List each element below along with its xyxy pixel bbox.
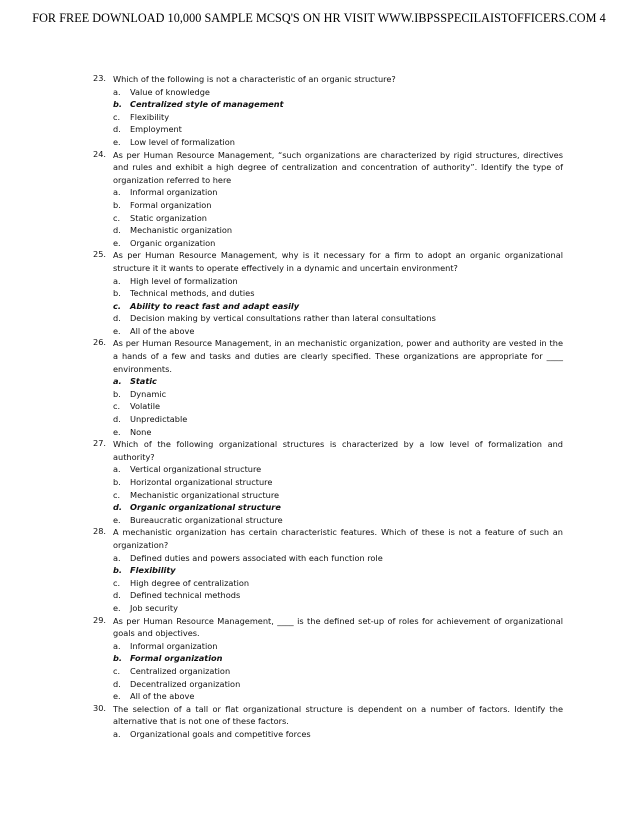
option-text: Horizontal organizational structure [130, 477, 273, 487]
option-letter: d. [113, 225, 121, 236]
option-letter: e. [113, 136, 121, 147]
option-letter: c. [113, 665, 121, 676]
question-text: As per Human Resource Management, why is it necessary for a firm to adopt an organic organizational structure it it wants to operate effectively in a dynamic and uncertain environment? [113, 250, 563, 273]
question-text: As per Human Resource Management, “such organizations are characterized by rigid structures, directives and rules and exhibit a high degree of centralization and concentration of authority”. Identify the type of organization referred to here [113, 149, 563, 185]
option-text: Dynamic [130, 388, 167, 399]
option-text: Centralized style of management [130, 99, 284, 110]
question-number: 28. [93, 526, 107, 537]
option-list [113, 728, 563, 741]
option-text: High level of formalization [130, 275, 238, 286]
option-letter: e. [113, 602, 121, 613]
option-text: All of the above [130, 325, 195, 336]
question-item [93, 703, 563, 741]
option-letter: e. [113, 325, 121, 336]
option-list [113, 275, 563, 338]
option-letter: d. [113, 414, 121, 425]
option-letter: b. [113, 99, 122, 110]
option-letter: e. [113, 426, 121, 437]
option-list [113, 86, 563, 149]
option-text: Static organization [130, 212, 207, 223]
question-item [93, 149, 563, 250]
option-text: All of the above [130, 691, 195, 702]
option-text: Flexibility [130, 111, 170, 122]
option-text: Employment [130, 124, 182, 135]
option-letter: d. [113, 502, 122, 513]
option-item [113, 426, 563, 439]
option-text: Formal organization [130, 653, 223, 664]
option-item [113, 413, 563, 426]
question-number: 26. [93, 337, 107, 348]
option-text: Volatile [130, 401, 161, 412]
answer-option [113, 564, 563, 577]
option-text: Vertical organizational structure [130, 464, 262, 475]
option-text: Mechanistic organization [130, 225, 233, 236]
option-item [113, 325, 563, 338]
option-item [113, 199, 563, 212]
question-list [93, 73, 563, 740]
option-item [113, 123, 563, 136]
answer-option [113, 652, 563, 665]
option-text: Ability to react fast and adapt easily [130, 300, 300, 311]
question-number: 27. [93, 438, 107, 449]
option-letter: a. [113, 275, 121, 286]
question-item [93, 337, 563, 438]
option-list [113, 463, 563, 526]
answer-option [113, 501, 563, 514]
option-item [113, 111, 563, 124]
option-text: Value of knowledge [130, 86, 210, 97]
option-letter: b. [113, 653, 122, 664]
option-letter: e. [113, 691, 121, 702]
option-letter: c. [113, 212, 121, 223]
option-item [113, 602, 563, 615]
option-item [113, 589, 563, 602]
option-letter: a. [113, 464, 121, 475]
question-text: The selection of a tall or flat organizational structure is dependent on a number of factors. Identify the alternative that is not one of these factors. [113, 703, 563, 727]
option-item [113, 275, 563, 288]
option-item [113, 577, 563, 590]
option-item [113, 665, 563, 678]
option-item [113, 388, 563, 401]
option-letter: a. [113, 86, 121, 97]
option-text: Low level of formalization [130, 136, 235, 147]
answer-option [113, 98, 563, 111]
page-header: FOR FREE DOWNLOAD 10,000 SAMPLE MCSQ'S ON HR VISIT WWW.IBPSSPECILAISTOFFICERS.COM 4 [32, 11, 606, 25]
option-text: Decision making by vertical consultations rather than lateral consultations [130, 313, 436, 324]
option-text: Organic organization [130, 237, 216, 248]
option-letter: d. [113, 313, 121, 324]
option-list [113, 552, 563, 615]
option-letter: d. [113, 678, 121, 689]
option-text: Decentralized organization [130, 678, 241, 689]
question-item [93, 73, 563, 149]
option-item [113, 690, 563, 703]
answer-option [113, 300, 563, 313]
option-letter: b. [113, 565, 122, 576]
option-letter: e. [113, 237, 121, 248]
option-letter: c. [113, 577, 121, 588]
option-text: Formal organization [130, 199, 212, 210]
question-item [93, 438, 563, 526]
option-letter: c. [113, 489, 121, 500]
option-text: Organic organizational structure [130, 502, 281, 513]
option-letter: a. [113, 376, 122, 387]
option-item [113, 186, 563, 199]
option-item [113, 514, 563, 527]
question-number: 29. [93, 614, 107, 625]
option-letter: b. [113, 199, 121, 210]
option-letter: a. [113, 728, 121, 739]
option-item [113, 86, 563, 99]
option-letter: c. [113, 111, 121, 122]
option-item [113, 728, 563, 741]
question-number: 24. [93, 148, 107, 159]
option-text: Bureaucratic organizational structure [130, 514, 283, 525]
option-letter: d. [113, 124, 121, 135]
question-text: As per Human Resource Management, ____ is the defined set-up of roles for achievement of organizational goals and objectives. [113, 615, 563, 639]
option-text: Informal organization [130, 187, 218, 198]
question-text: Which of the following is not a characteristic of an organic structure? [113, 74, 396, 84]
option-letter: c. [113, 401, 121, 412]
question-number: 30. [93, 702, 107, 713]
option-letter: a. [113, 187, 121, 198]
option-letter: b. [113, 288, 121, 299]
option-item [113, 678, 563, 691]
option-letter: a. [113, 552, 121, 563]
option-item [113, 640, 563, 653]
option-item [113, 224, 563, 237]
option-item [113, 463, 563, 476]
question-text: Which of the following organizational structures is characterized by a low level of formalization and authority? [113, 439, 563, 462]
option-item [113, 312, 563, 325]
option-text: High degree of centralization [130, 577, 250, 588]
question-number: 25. [93, 249, 107, 260]
option-text: None [130, 426, 152, 437]
question-text: As per Human Resource Management, in an mechanistic organization, power and authority are vested in the a hands of a few and tasks and duties are clearly specified. These organizations are appropriate for ____ environments. [113, 338, 563, 374]
option-item [113, 400, 563, 413]
option-letter: a. [113, 640, 121, 651]
option-text: Technical methods, and duties [130, 288, 255, 299]
option-text: Flexibility [130, 565, 176, 576]
option-letter: d. [113, 590, 121, 601]
question-text: A mechanistic organization has certain characteristic features. Which of these is not a feature of such an organization? [113, 527, 563, 550]
question-item [93, 526, 563, 614]
option-letter: b. [113, 477, 121, 487]
option-list [113, 186, 563, 249]
question-item [93, 615, 563, 703]
option-text: Unpredictable [130, 414, 188, 425]
option-text: Centralized organization [130, 665, 231, 676]
option-list [113, 640, 563, 703]
option-item [113, 136, 563, 149]
option-letter: e. [113, 514, 121, 525]
option-letter: b. [113, 388, 121, 399]
option-text: Job security [130, 602, 178, 613]
option-text: Organizational goals and competitive forces [130, 728, 311, 739]
option-item [113, 237, 563, 250]
option-item [113, 287, 563, 300]
option-letter: c. [113, 300, 121, 311]
option-text: Informal organization [130, 640, 218, 651]
option-text: Static [130, 376, 157, 387]
option-item [113, 212, 563, 225]
option-text: Defined duties and powers associated with each function role [130, 552, 383, 563]
question-number: 23. [93, 73, 107, 83]
option-item [113, 476, 563, 489]
option-list [113, 375, 563, 438]
option-text: Mechanistic organizational structure [130, 489, 280, 500]
question-item [93, 249, 563, 337]
option-text: Defined technical methods [130, 590, 241, 601]
answer-option [113, 375, 563, 388]
option-item [113, 489, 563, 502]
option-item [113, 552, 563, 565]
